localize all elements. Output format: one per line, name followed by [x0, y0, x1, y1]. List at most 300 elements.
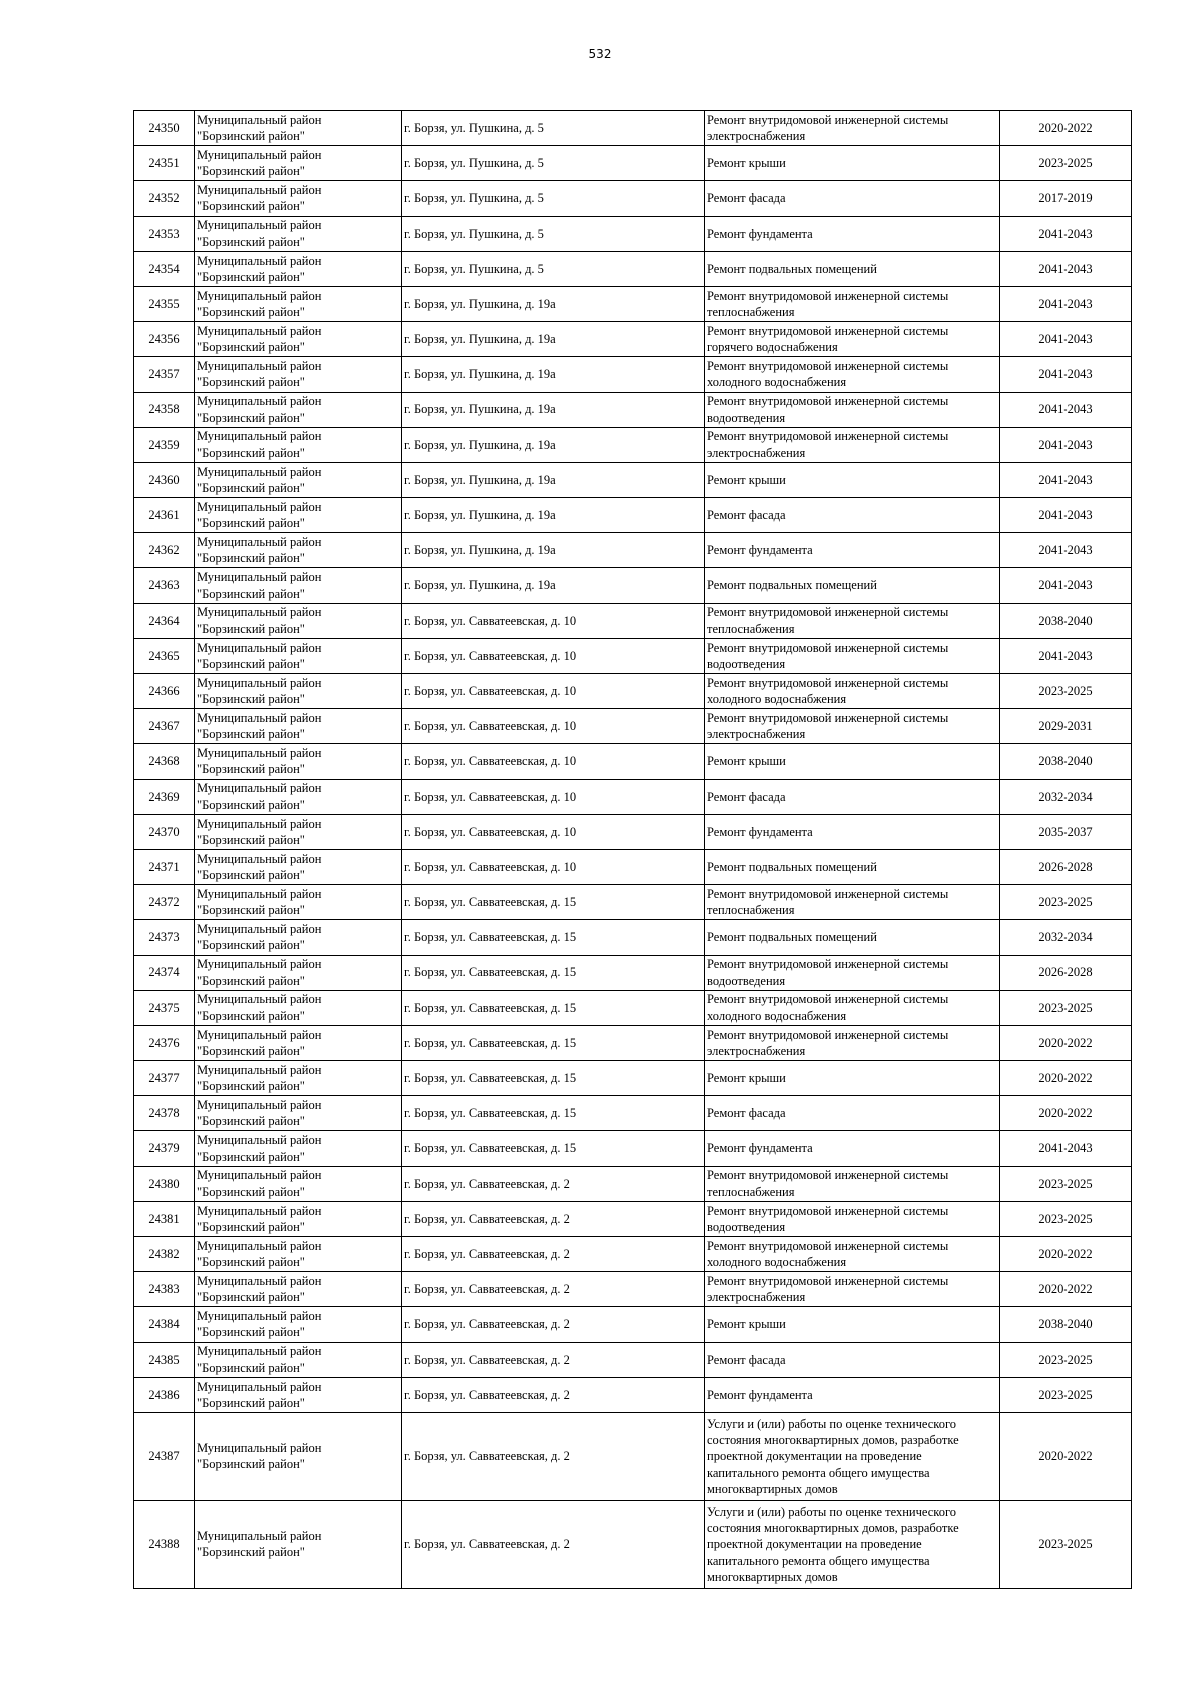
district-cell — [195, 286, 402, 321]
district-cell — [195, 885, 402, 920]
table-row — [134, 427, 1132, 462]
district-cell — [195, 1025, 402, 1060]
district-cell — [195, 322, 402, 357]
work-line2: теплоснабжения — [707, 1184, 795, 1199]
district-line1: Муниципальный район — [197, 605, 322, 620]
work-cell — [705, 251, 1000, 286]
address-cell: г. Борзя, ул. Савватеевская, д. 15 — [402, 920, 705, 955]
district-line1: Муниципальный район — [197, 1168, 322, 1183]
district-cell — [195, 357, 402, 392]
work-line1: Ремонт внутридомовой инженерной системы — [707, 1238, 949, 1253]
row-number: 24362 — [134, 533, 195, 568]
period-cell: 2041-2043 — [1000, 533, 1132, 568]
period-cell: 2032-2034 — [1000, 920, 1132, 955]
period-cell: 2041-2043 — [1000, 568, 1132, 603]
district-cell — [195, 638, 402, 673]
district-line1: Муниципальный район — [197, 429, 322, 444]
period-cell: 2026-2028 — [1000, 849, 1132, 884]
row-number: 24354 — [134, 251, 195, 286]
address-cell: г. Борзя, ул. Пушкина, д. 19а — [402, 462, 705, 497]
work-line: Услуги и (или) работы по оценке технического — [707, 1416, 957, 1431]
work-cell — [705, 322, 1000, 357]
district-line1: Муниципальный район — [197, 1062, 322, 1077]
district-cell — [195, 533, 402, 568]
table-row — [134, 462, 1132, 497]
district-line2: "Борзинский район" — [197, 1360, 305, 1375]
work-line1: Ремонт внутридомовой инженерной системы — [707, 605, 949, 620]
work-line1: Ремонт внутридомовой инженерной системы — [707, 288, 949, 303]
address-cell: г. Борзя, ул. Пушкина, д. 5 — [402, 181, 705, 216]
district-line1: Муниципальный район — [197, 253, 322, 268]
row-number: 24374 — [134, 955, 195, 990]
district-cell — [195, 849, 402, 884]
period-cell: 2023-2025 — [1000, 1377, 1132, 1412]
work-cell — [705, 181, 1000, 216]
table-row — [134, 357, 1132, 392]
work-line2: электроснабжения — [707, 129, 806, 144]
district-cell — [195, 955, 402, 990]
work-cell — [705, 885, 1000, 920]
row-number: 24369 — [134, 779, 195, 814]
work-line2: холодного водоснабжения — [707, 1255, 847, 1270]
work-line1: Ремонт крыши — [707, 1317, 786, 1332]
district-line2: "Борзинский район" — [197, 410, 305, 425]
district-line1: Муниципальный район — [197, 499, 322, 514]
address-cell: г. Борзя, ул. Савватеевская, д. 15 — [402, 1025, 705, 1060]
district-cell — [195, 1272, 402, 1307]
district-cell — [195, 181, 402, 216]
row-number: 24360 — [134, 462, 195, 497]
work-cell — [705, 216, 1000, 251]
district-line2: "Борзинский район" — [197, 199, 305, 214]
district-line2: "Борзинский район" — [197, 445, 305, 460]
work-cell — [705, 814, 1000, 849]
work-line1: Ремонт внутридомовой инженерной системы — [707, 429, 949, 444]
period-cell: 2041-2043 — [1000, 251, 1132, 286]
district-line2: "Борзинский район" — [197, 269, 305, 284]
work-line: проектной документации на проведение — [707, 1537, 922, 1552]
district-cell — [195, 1377, 402, 1412]
work-cell — [705, 1025, 1000, 1060]
district-line1: Муниципальный район — [197, 394, 322, 409]
district-line2: "Борзинский район" — [197, 1290, 305, 1305]
work-line2: холодного водоснабжения — [707, 692, 847, 707]
district-line2: "Борзинский район" — [197, 1114, 305, 1129]
row-number: 24367 — [134, 709, 195, 744]
district-line2: "Борзинский район" — [197, 1395, 305, 1410]
work-line1: Ремонт фундамента — [707, 1141, 813, 1156]
work-line2: холодного водоснабжения — [707, 1008, 847, 1023]
row-number: 24351 — [134, 146, 195, 181]
work-line1: Ремонт подвальных помещений — [707, 930, 877, 945]
address-cell: г. Борзя, ул. Савватеевская, д. 2 — [402, 1342, 705, 1377]
district-line1: Муниципальный район — [197, 1203, 322, 1218]
row-number: 24384 — [134, 1307, 195, 1342]
work-cell — [705, 1500, 1000, 1588]
district-cell — [195, 1307, 402, 1342]
row-number: 24370 — [134, 814, 195, 849]
capital-repair-table — [133, 110, 1132, 1589]
district-line2: "Борзинский район" — [197, 305, 305, 320]
district-line2: "Борзинский район" — [197, 797, 305, 812]
address-cell: г. Борзя, ул. Пушкина, д. 5 — [402, 146, 705, 181]
district-cell — [195, 1166, 402, 1201]
address-cell: г. Борзя, ул. Пушкина, д. 5 — [402, 216, 705, 251]
period-cell: 2020-2022 — [1000, 1237, 1132, 1272]
district-line2: "Борзинский район" — [197, 234, 305, 249]
period-cell: 2041-2043 — [1000, 462, 1132, 497]
work-line1: Ремонт внутридомовой инженерной системы — [707, 886, 949, 901]
table-row — [134, 1272, 1132, 1307]
work-line2: теплоснабжения — [707, 305, 795, 320]
address-cell: г. Борзя, ул. Савватеевская, д. 15 — [402, 1131, 705, 1166]
district-line2: "Борзинский район" — [197, 621, 305, 636]
work-line1: Ремонт внутридомовой инженерной системы — [707, 112, 949, 127]
district-cell — [195, 709, 402, 744]
row-number: 24350 — [134, 111, 195, 146]
work-cell — [705, 638, 1000, 673]
district-cell — [195, 111, 402, 146]
period-cell: 2041-2043 — [1000, 498, 1132, 533]
period-cell: 2041-2043 — [1000, 638, 1132, 673]
work-line1: Ремонт внутридомовой инженерной системы — [707, 1203, 949, 1218]
table-row — [134, 392, 1132, 427]
district-cell — [195, 920, 402, 955]
work-line: капитального ремонта общего имущества — [707, 1465, 930, 1480]
district-line2: "Борзинский район" — [197, 340, 305, 355]
table-row — [134, 1201, 1132, 1236]
period-cell: 2020-2022 — [1000, 1025, 1132, 1060]
work-cell — [705, 286, 1000, 321]
row-number: 24359 — [134, 427, 195, 462]
period-cell: 2038-2040 — [1000, 1307, 1132, 1342]
row-number: 24357 — [134, 357, 195, 392]
table-row — [134, 498, 1132, 533]
address-cell: г. Борзя, ул. Савватеевская, д. 2 — [402, 1500, 705, 1588]
work-line2: горячего водоснабжения — [707, 340, 838, 355]
table-row — [134, 251, 1132, 286]
work-cell — [705, 1342, 1000, 1377]
district-line2: "Борзинский район" — [197, 692, 305, 707]
district-cell — [195, 744, 402, 779]
row-number: 24361 — [134, 498, 195, 533]
district-line2: "Борзинский район" — [197, 938, 305, 953]
work-cell — [705, 1272, 1000, 1307]
work-line1: Ремонт внутридомовой инженерной системы — [707, 957, 949, 972]
period-cell: 2023-2025 — [1000, 1500, 1132, 1588]
work-line1: Ремонт фасада — [707, 191, 786, 206]
address-cell: г. Борзя, ул. Савватеевская, д. 2 — [402, 1377, 705, 1412]
table-row — [134, 216, 1132, 251]
table-row — [134, 533, 1132, 568]
district-line1: Муниципальный район — [197, 112, 322, 127]
address-cell: г. Борзя, ул. Савватеевская, д. 2 — [402, 1412, 705, 1500]
address-cell: г. Борзя, ул. Пушкина, д. 19а — [402, 357, 705, 392]
work-line1: Ремонт фасада — [707, 789, 786, 804]
period-cell: 2041-2043 — [1000, 286, 1132, 321]
row-number: 24368 — [134, 744, 195, 779]
work-cell — [705, 533, 1000, 568]
row-number: 24352 — [134, 181, 195, 216]
district-cell — [195, 568, 402, 603]
work-line1: Ремонт внутридомовой инженерной системы — [707, 710, 949, 725]
table-row — [134, 1307, 1132, 1342]
row-number: 24358 — [134, 392, 195, 427]
address-cell: г. Борзя, ул. Пушкина, д. 5 — [402, 111, 705, 146]
period-cell: 2038-2040 — [1000, 603, 1132, 638]
district-line1: Муниципальный район — [197, 183, 322, 198]
row-number: 24385 — [134, 1342, 195, 1377]
district-line2: "Борзинский район" — [197, 1325, 305, 1340]
district-line2: "Борзинский район" — [197, 903, 305, 918]
address-cell: г. Борзя, ул. Савватеевская, д. 10 — [402, 709, 705, 744]
district-line1: Муниципальный район — [197, 1273, 322, 1288]
district-line1: Муниципальный район — [197, 886, 322, 901]
period-cell: 2038-2040 — [1000, 744, 1132, 779]
period-cell: 2041-2043 — [1000, 216, 1132, 251]
work-line: проектной документации на проведение — [707, 1449, 922, 1464]
table-row — [134, 709, 1132, 744]
district-cell — [195, 1061, 402, 1096]
district-line2: "Борзинский район" — [197, 1079, 305, 1094]
district-line1: Муниципальный район — [197, 816, 322, 831]
address-cell: г. Борзя, ул. Савватеевская, д. 10 — [402, 779, 705, 814]
district-line2: "Борзинский район" — [197, 1184, 305, 1199]
work-line: капитального ремонта общего имущества — [707, 1553, 930, 1568]
district-cell — [195, 779, 402, 814]
district-cell — [195, 1342, 402, 1377]
district-line1: Муниципальный район — [197, 851, 322, 866]
district-cell — [195, 1500, 402, 1588]
district-line1: Муниципальный район — [197, 1098, 322, 1113]
address-cell: г. Борзя, ул. Савватеевская, д. 15 — [402, 955, 705, 990]
work-line2: теплоснабжения — [707, 903, 795, 918]
district-cell — [195, 674, 402, 709]
period-cell: 2023-2025 — [1000, 674, 1132, 709]
district-cell — [195, 498, 402, 533]
address-cell: г. Борзя, ул. Савватеевская, д. 10 — [402, 849, 705, 884]
district-line1: Муниципальный район — [197, 218, 322, 233]
table-row — [134, 111, 1132, 146]
row-number: 24376 — [134, 1025, 195, 1060]
address-cell: г. Борзя, ул. Пушкина, д. 19а — [402, 286, 705, 321]
district-line1: Муниципальный район — [197, 710, 322, 725]
district-line1: Муниципальный район — [197, 746, 322, 761]
district-line1: Муниципальный район — [197, 781, 322, 796]
work-line1: Ремонт фундамента — [707, 824, 813, 839]
work-line: состояния многоквартирных домов, разработке — [707, 1520, 959, 1535]
period-cell: 2041-2043 — [1000, 357, 1132, 392]
district-line2: "Борзинский район" — [197, 1255, 305, 1270]
district-cell — [195, 251, 402, 286]
district-line2: "Борзинский район" — [197, 868, 305, 883]
address-cell: г. Борзя, ул. Савватеевская, д. 15 — [402, 1061, 705, 1096]
district-line1: Муниципальный район — [197, 1441, 322, 1456]
period-cell: 2020-2022 — [1000, 1061, 1132, 1096]
work-cell — [705, 1061, 1000, 1096]
work-cell — [705, 1201, 1000, 1236]
address-cell: г. Борзя, ул. Пушкина, д. 19а — [402, 322, 705, 357]
row-number: 24380 — [134, 1166, 195, 1201]
district-line1: Муниципальный район — [197, 323, 322, 338]
work-cell — [705, 603, 1000, 638]
district-line1: Муниципальный район — [197, 675, 322, 690]
district-line1: Муниципальный район — [197, 957, 322, 972]
work-line1: Ремонт фасада — [707, 508, 786, 522]
work-line1: Ремонт фундамента — [707, 1387, 813, 1402]
work-line1: Ремонт фундамента — [707, 226, 813, 241]
district-line2: "Борзинский район" — [197, 480, 305, 495]
table-row — [134, 1166, 1132, 1201]
work-line1: Ремонт фундамента — [707, 543, 813, 558]
row-number: 24377 — [134, 1061, 195, 1096]
table-row — [134, 1061, 1132, 1096]
period-cell: 2023-2025 — [1000, 1201, 1132, 1236]
work-cell — [705, 1131, 1000, 1166]
table-row — [134, 1025, 1132, 1060]
row-number: 24375 — [134, 990, 195, 1025]
work-line: Услуги и (или) работы по оценке технического — [707, 1504, 957, 1519]
row-number: 24353 — [134, 216, 195, 251]
row-number: 24364 — [134, 603, 195, 638]
table-row — [134, 638, 1132, 673]
table-row — [134, 286, 1132, 321]
table-row — [134, 814, 1132, 849]
address-cell: г. Борзя, ул. Савватеевская, д. 10 — [402, 814, 705, 849]
work-line2: электроснабжения — [707, 727, 806, 742]
period-cell: 2041-2043 — [1000, 1131, 1132, 1166]
work-line1: Ремонт подвальных помещений — [707, 261, 877, 276]
district-line2: "Борзинский район" — [197, 973, 305, 988]
work-line1: Ремонт внутридомовой инженерной системы — [707, 640, 949, 655]
district-cell — [195, 216, 402, 251]
work-line2: водоотведения — [707, 410, 786, 425]
district-line1: Муниципальный район — [197, 1529, 322, 1544]
row-number: 24355 — [134, 286, 195, 321]
row-number: 24381 — [134, 1201, 195, 1236]
address-cell: г. Борзя, ул. Савватеевская, д. 2 — [402, 1237, 705, 1272]
district-cell — [195, 1201, 402, 1236]
district-line1: Муниципальный район — [197, 288, 322, 303]
address-cell: г. Борзя, ул. Савватеевская, д. 15 — [402, 885, 705, 920]
district-cell — [195, 1237, 402, 1272]
work-cell — [705, 146, 1000, 181]
row-number: 24388 — [134, 1500, 195, 1588]
district-line2: "Борзинский район" — [197, 1219, 305, 1234]
district-line1: Муниципальный район — [197, 359, 322, 374]
table-row — [134, 1237, 1132, 1272]
address-cell: г. Борзя, ул. Савватеевская, д. 10 — [402, 674, 705, 709]
table-row — [134, 744, 1132, 779]
district-line2: "Борзинский район" — [197, 1149, 305, 1164]
address-cell: г. Борзя, ул. Пушкина, д. 19а — [402, 498, 705, 533]
work-line1: Ремонт внутридомовой инженерной системы — [707, 394, 949, 409]
work-cell — [705, 920, 1000, 955]
table-row — [134, 885, 1132, 920]
district-line2: "Борзинский район" — [197, 586, 305, 601]
work-line1: Ремонт фасада — [707, 1352, 786, 1367]
district-cell — [195, 146, 402, 181]
work-cell — [705, 1377, 1000, 1412]
work-line2: водоотведения — [707, 656, 786, 671]
work-cell — [705, 568, 1000, 603]
district-line2: "Борзинский район" — [197, 551, 305, 566]
period-cell: 2035-2037 — [1000, 814, 1132, 849]
work-line1: Ремонт внутридомовой инженерной системы — [707, 359, 949, 374]
row-number: 24363 — [134, 568, 195, 603]
district-cell — [195, 427, 402, 462]
address-cell: г. Борзя, ул. Савватеевская, д. 2 — [402, 1307, 705, 1342]
district-line1: Муниципальный район — [197, 922, 322, 937]
work-cell — [705, 1307, 1000, 1342]
district-line2: "Борзинский район" — [197, 1457, 305, 1472]
period-cell: 2023-2025 — [1000, 1166, 1132, 1201]
period-cell: 2041-2043 — [1000, 427, 1132, 462]
work-line1: Ремонт внутридомовой инженерной системы — [707, 1273, 949, 1288]
work-line1: Ремонт крыши — [707, 1071, 786, 1085]
district-line1: Муниципальный район — [197, 535, 322, 550]
row-number: 24356 — [134, 322, 195, 357]
work-line1: Ремонт крыши — [707, 156, 786, 171]
work-line1: Ремонт внутридомовой инженерной системы — [707, 992, 949, 1007]
work-line2: водоотведения — [707, 1219, 786, 1234]
district-cell — [195, 1096, 402, 1131]
district-line1: Муниципальный район — [197, 640, 322, 655]
work-line1: Ремонт подвальных помещений — [707, 578, 877, 593]
work-cell — [705, 1412, 1000, 1500]
work-line2: электроснабжения — [707, 1290, 806, 1305]
row-number: 24383 — [134, 1272, 195, 1307]
period-cell: 2020-2022 — [1000, 1096, 1132, 1131]
work-cell — [705, 1166, 1000, 1201]
district-line1: Муниципальный район — [197, 992, 322, 1007]
district-line1: Муниципальный район — [197, 1379, 322, 1394]
address-cell: г. Борзя, ул. Пушкина, д. 19а — [402, 533, 705, 568]
work-cell — [705, 498, 1000, 533]
table-row — [134, 674, 1132, 709]
address-cell: г. Борзя, ул. Савватеевская, д. 2 — [402, 1201, 705, 1236]
period-cell: 2023-2025 — [1000, 990, 1132, 1025]
row-number: 24371 — [134, 849, 195, 884]
table-row — [134, 1342, 1132, 1377]
district-cell — [195, 1131, 402, 1166]
work-line1: Ремонт внутридомовой инженерной системы — [707, 1027, 949, 1042]
address-cell: г. Борзя, ул. Савватеевская, д. 15 — [402, 990, 705, 1025]
work-cell — [705, 849, 1000, 884]
table-row — [134, 568, 1132, 603]
period-cell: 2026-2028 — [1000, 955, 1132, 990]
work-line: состояния многоквартирных домов, разработке — [707, 1432, 959, 1447]
work-cell — [705, 779, 1000, 814]
address-cell: г. Борзя, ул. Пушкина, д. 5 — [402, 251, 705, 286]
work-line2: водоотведения — [707, 973, 786, 988]
district-line1: Муниципальный район — [197, 1027, 322, 1042]
work-cell — [705, 744, 1000, 779]
district-line2: "Борзинский район" — [197, 832, 305, 847]
period-cell: 2023-2025 — [1000, 885, 1132, 920]
table-row — [134, 146, 1132, 181]
district-line1: Муниципальный район — [197, 1133, 322, 1148]
address-cell: г. Борзя, ул. Пушкина, д. 19а — [402, 568, 705, 603]
address-cell: г. Борзя, ул. Пушкина, д. 19а — [402, 392, 705, 427]
period-cell: 2041-2043 — [1000, 322, 1132, 357]
address-cell: г. Борзя, ул. Савватеевская, д. 10 — [402, 744, 705, 779]
work-cell — [705, 1237, 1000, 1272]
district-line1: Муниципальный район — [197, 1238, 322, 1253]
row-number: 24382 — [134, 1237, 195, 1272]
address-cell: г. Борзя, ул. Савватеевская, д. 2 — [402, 1272, 705, 1307]
district-line1: Муниципальный район — [197, 1344, 322, 1359]
